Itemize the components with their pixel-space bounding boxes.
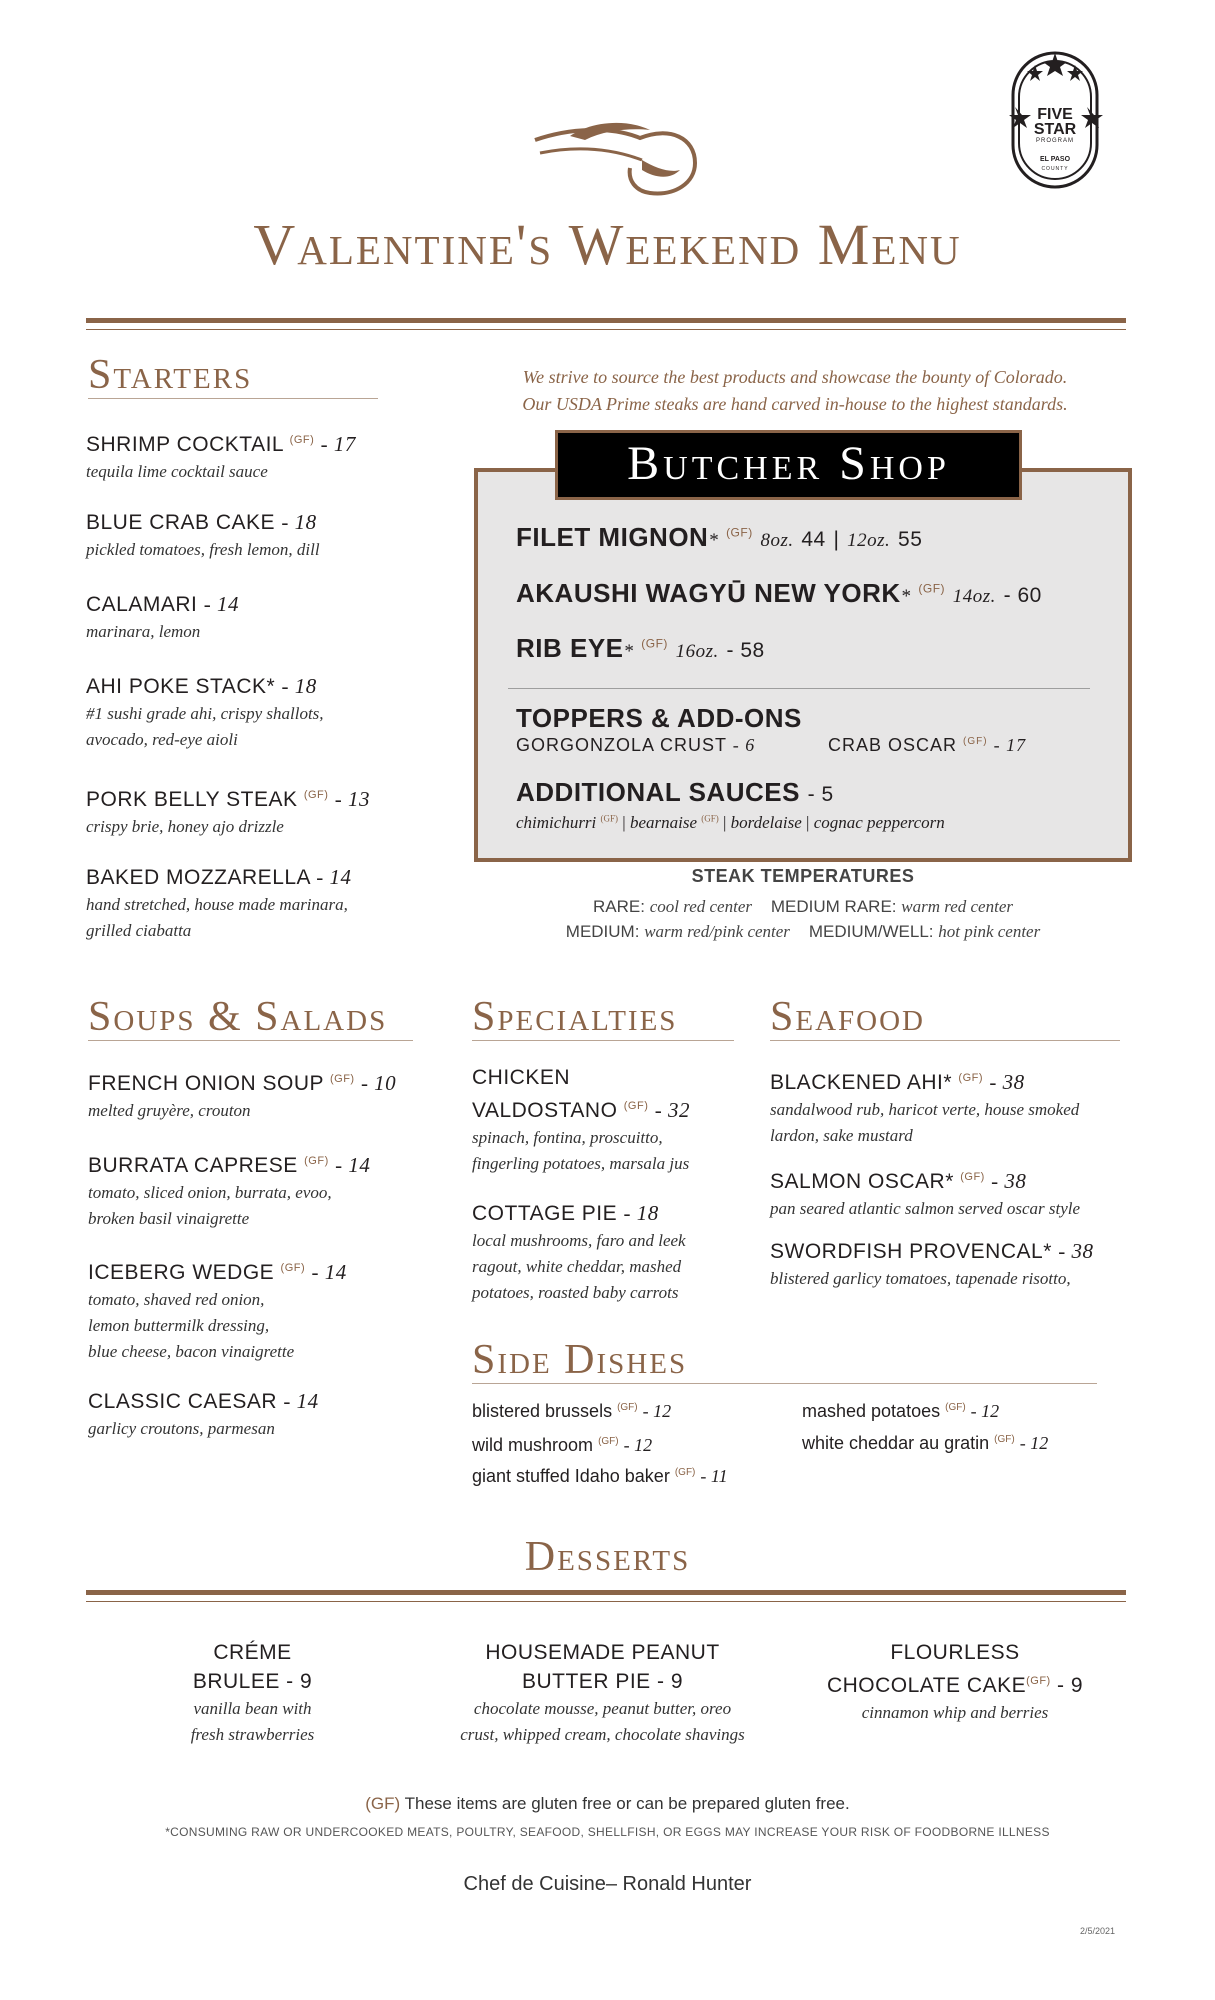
badge-county: COUNTY — [1041, 166, 1069, 172]
soup-item: CLASSIC CAESAR - 14 garlicy croutons, parmesan — [88, 1389, 319, 1438]
starter-item: PORK BELLY STEAK $^{(GF)}$ - 13 crispy brie, honey ajo drizzle — [86, 787, 371, 836]
sauces-title: ADDITIONAL SAUCES - 5 — [516, 777, 834, 807]
toppers-title: TOPPERS & ADD-ONS — [516, 703, 802, 733]
intro-text: We strive to source the best products and showcase the bounty of Colorado. Our USDA Prime steaks are hand carved in-house to the highest standards. — [522, 367, 1068, 414]
seafood-item: SALMON OSCAR* $^{(GF)}$ - 38 pan seared atlantic salmon served oscar style — [770, 1169, 1081, 1218]
specialty-item: COTTAGE PIE - 18 local mushrooms, faro and leek ragout, white cheddar, mashed potatoes, roasted baby carrots — [472, 1201, 686, 1302]
starters-title: Starters — [88, 352, 253, 398]
butcher-item: RIB EYE* $^{(GF)}$ 16oz. - 58 — [516, 633, 765, 663]
side-item: wild mushroom $^{(GF)}$ - 12 — [472, 1435, 653, 1455]
starter-item: AHI POKE STACK* - 18 #1 sushi grade ahi, crispy shallots, avocado, red-eye aioli — [86, 674, 324, 749]
sauces-list: chimichurri $^{(GF)}$ | bearnaise $^{(GF)}$ | bordelaise | cognac peppercorn — [516, 813, 945, 832]
butcher-title: Butcher Shop — [555, 430, 1022, 500]
sides-rule — [472, 1383, 1097, 1384]
side-item: white cheddar au gratin $^{(GF)}$ - 12 — [802, 1433, 1049, 1453]
butcher-item: FILET MIGNON* $^{(GF)}$ 8oz. 44 | 12oz. 55 — [516, 522, 923, 552]
topper-gorgonzola: GORGONZOLA CRUST - 6 — [516, 735, 756, 755]
desserts-rule-thin — [86, 1601, 1126, 1602]
starter-item: BAKED MOZZARELLA - 14 hand stretched, house made marinara, grilled ciabatta — [86, 865, 352, 940]
specialties-rule — [472, 1040, 734, 1041]
soup-item: ICEBERG WEDGE $^{(GF)}$ - 14 tomato, shaved red onion, lemon buttermilk dressing, blue cheese, bacon vinaigrette — [88, 1260, 347, 1361]
badge-elpaso: EL PASO — [1039, 156, 1071, 163]
soup-item: FRENCH ONION SOUP $^{(GF)}$ - 10 melted gruyère, crouton — [88, 1071, 397, 1120]
badge-five: FIVE — [1037, 106, 1073, 123]
gf-note: (GF) These items are gluten free or can be prepared gluten free. — [365, 1794, 850, 1813]
badge-star: STAR — [1033, 121, 1077, 138]
soups-rule — [88, 1040, 413, 1041]
five-star-badge — [1005, 35, 1105, 195]
dessert-item: HOUSEMADE PEANUT BUTTER PIE - 9 chocolate mousse, peanut butter, oreo crust, whipped cream, chocolate shavings — [460, 1641, 745, 1744]
side-item: giant stuffed Idaho baker $^{(GF)}$ - 11 — [472, 1466, 728, 1486]
seafood-item: SWORDFISH PROVENCAL* - 38 blistered garlicy tomatoes, tapenade risotto, — [770, 1239, 1094, 1288]
soups-title: Soups & Salads — [88, 994, 388, 1040]
ram-logo — [530, 118, 700, 198]
side-item: blistered brussels $^{(GF)}$ - 12 — [472, 1401, 672, 1421]
butcher-divider — [508, 688, 1090, 689]
butcher-item: AKAUSHI WAGYŪ NEW YORK* $^{(GF)}$ 14oz. - 60 — [516, 578, 1042, 608]
health-warning: *CONSUMING RAW OR UNDERCOOKED MEATS, POULTRY, SEAFOOD, SHELLFISH, OR EGGS MAY INCREASE YOUR RISK OF FOODBORNE ILLNESS — [165, 1825, 1050, 1839]
starter-item: CALAMARI - 14 marinara, lemon — [86, 592, 239, 641]
print-date: 2/5/2021 — [1080, 1926, 1116, 1936]
seafood-title: Seafood — [770, 994, 925, 1040]
starters-rule — [88, 398, 378, 399]
starter-item: SHRIMP COCKTAIL $^{(GF)}$ - 17 tequila lime cocktail sauce — [86, 432, 356, 481]
specialties-title: Specialties — [472, 994, 678, 1040]
dessert-item: CRÉME BRULEE - 9 vanilla bean with fresh strawberries — [190, 1641, 315, 1744]
header-rule-thin — [86, 329, 1126, 330]
desserts-title: Desserts — [524, 1534, 691, 1580]
side-item: mashed potatoes $^{(GF)}$ - 12 — [802, 1401, 1000, 1421]
temps-row-2: MEDIUM: warm red/pink center MEDIUM/WELL: hot pink center — [565, 922, 1041, 941]
seafood-rule — [770, 1040, 1120, 1041]
specialty-item: CHICKEN VALDOSTANO $^{(GF)}$ - 32 spinach, fontina, proscuitto, fingerling potatoes, marsala jus — [472, 1066, 690, 1173]
temps-row-1: RARE: cool red center MEDIUM RARE: warm red center — [593, 897, 1013, 916]
chef-credit: Chef de Cuisine– Ronald Hunter — [463, 1873, 752, 1895]
soup-item: BURRATA CAPRESE $^{(GF)}$ - 14 tomato, sliced onion, burrata, evoo, broken basil vinaigrette — [88, 1153, 371, 1228]
topper-crab-oscar: CRAB OSCAR $^{(GF)}$ - 17 — [828, 735, 1027, 755]
temps-title: STEAK TEMPERATURES — [691, 866, 915, 886]
header-rule — [86, 318, 1126, 323]
page-title: Valentine's Weekend Menu — [253, 212, 962, 277]
desserts-rule — [86, 1590, 1126, 1595]
seafood-item: BLACKENED AHI* $^{(GF)}$ - 38 sandalwood rub, haricot verte, house smoked lardon, sake mustard — [770, 1070, 1080, 1145]
dessert-item: FLOURLESS CHOCOLATE $CAKE^{(GF)} - 9$ cinnamon whip and berries — [826, 1641, 1084, 1722]
badge-program: PROGRAM — [1035, 138, 1074, 144]
sides-title: Side Dishes — [472, 1337, 688, 1383]
starter-item: BLUE CRAB CAKE - 18 pickled tomatoes, fresh lemon, dill — [86, 510, 320, 559]
